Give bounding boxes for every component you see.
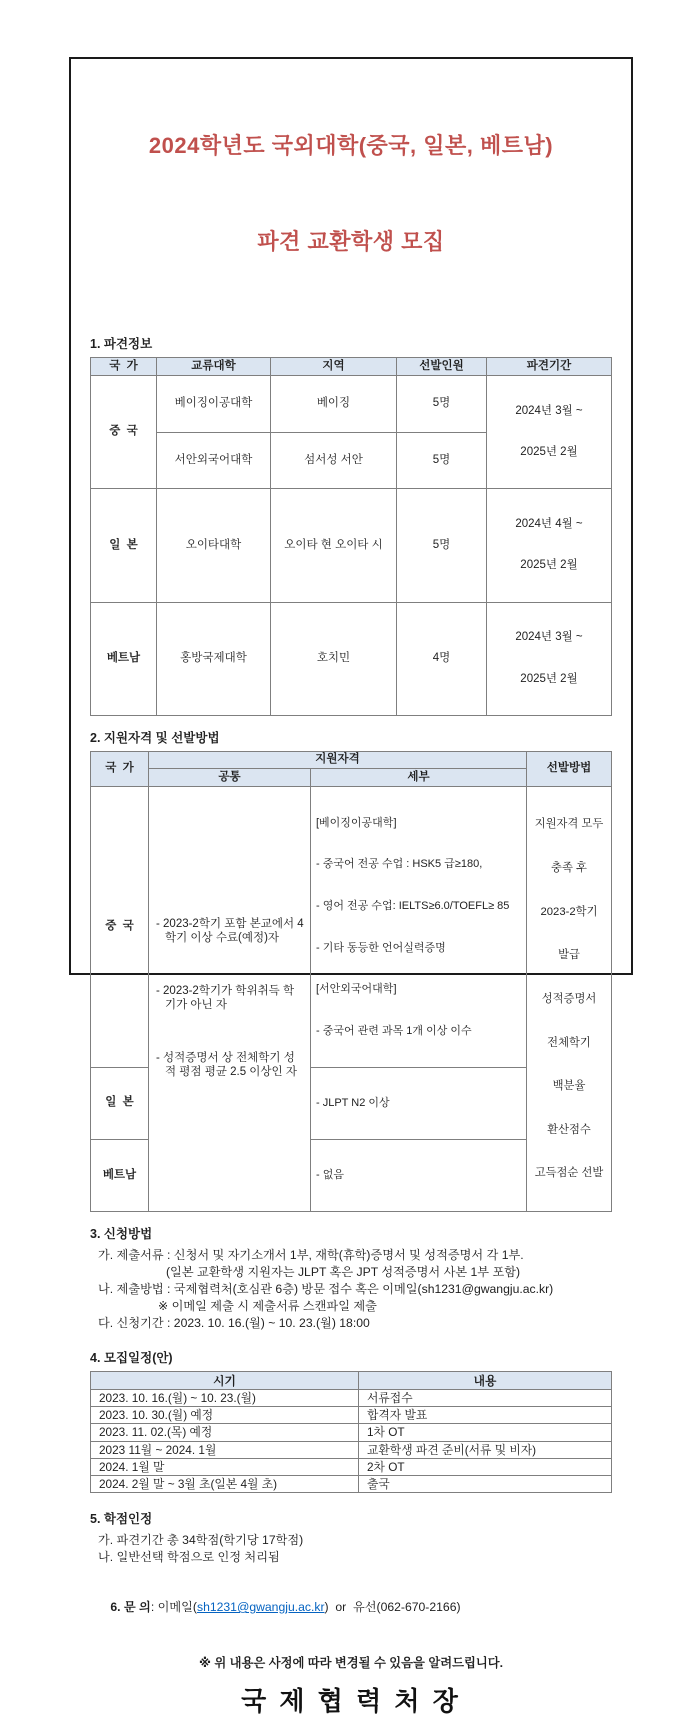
col-university: 교류대학 — [157, 358, 271, 376]
region-hongbang: 호치민 — [271, 602, 397, 715]
table-row — [91, 1407, 612, 1424]
period-line: 2025년 2월 — [520, 559, 578, 572]
change-notice: ※ 위 내용은 사정에 따라 변경될 수 있음을 알려드립니다. — [198, 1656, 504, 1671]
table-row — [91, 376, 612, 433]
period-line: 2025년 2월 — [520, 445, 578, 458]
univ-xian: 서안외국어대학 — [157, 432, 271, 489]
signature-title: 국 제 협 력 처 장 — [241, 1686, 461, 1717]
period-line: 2025년 2월 — [520, 672, 578, 685]
dispatch-info-table — [90, 357, 612, 716]
contact-email-link[interactable]: sh1231@gwangju.ac.kr — [196, 1600, 325, 1615]
schedule-table — [90, 1371, 612, 1493]
table-row — [91, 489, 612, 602]
table-row — [91, 786, 612, 1067]
contact-label: 6. 문 의 — [110, 1600, 151, 1615]
region-oita: 오이타 현 오이타 시 — [271, 489, 397, 602]
schedule-content: 합격자 발표 — [359, 1407, 612, 1424]
col-detail: 세부 — [311, 768, 527, 786]
schedule-time: 2023. 11. 02.(목) 예정 — [91, 1424, 359, 1441]
country-japan: 일 본 — [91, 1067, 149, 1139]
schedule-time: 2024. 2월 말 ~ 3월 초(일본 4월 초) — [91, 1475, 359, 1492]
univ-beijing: 베이징이공대학 — [157, 376, 271, 433]
method-line: 지원자격 모두 — [534, 818, 604, 831]
submission-docs-line: 가. 제출서류 : 신청서 및 자기소개서 1부, 재학(휴학)증명서 및 성적증명서 각 1부. — [98, 1248, 524, 1263]
detail-line: [베이징이공대학] — [316, 816, 397, 829]
period-line: 2024년 3월 ~ — [515, 631, 583, 644]
table-row — [91, 1475, 612, 1492]
schedule-time: 2023. 10. 30.(월) 예정 — [91, 1407, 359, 1424]
contact-pre: : 이메일( — [150, 1600, 197, 1615]
period-china — [487, 376, 612, 489]
detail-line: [서안외국어대학] — [316, 983, 397, 996]
title-line-2: 파견 교환학생 모집 — [257, 229, 445, 254]
table-row — [91, 1458, 612, 1475]
method-line: 충족 후 — [551, 862, 587, 875]
table-header-row — [91, 1372, 612, 1390]
country-japan: 일 본 — [91, 489, 157, 602]
selection-method-cell — [527, 786, 612, 1211]
schedule-time: 2023. 10. 16.(월) ~ 10. 23.(월) — [91, 1390, 359, 1407]
section3-heading: 3. 신청방법 — [90, 1227, 153, 1242]
table-header-row — [91, 358, 612, 376]
method-line: 2023-2학기 — [540, 905, 598, 918]
table-row — [91, 1390, 612, 1407]
qualification-table — [90, 751, 612, 1212]
document-page-frame — [69, 57, 633, 1717]
section2-heading: 2. 지원자격 및 선발방법 — [90, 731, 220, 746]
section5-heading: 5. 학점인정 — [90, 1512, 153, 1527]
period-line: 2024년 4월 ~ — [515, 517, 583, 530]
credit-line-a: 가. 파견기간 총 34학점(학기당 17학점) — [98, 1533, 304, 1548]
submission-method-note: ※ 이메일 제출 시 제출서류 스캔파일 제출 — [158, 1299, 377, 1314]
schedule-time: 2023 11월 ~ 2024. 1월 — [91, 1441, 359, 1458]
col-country: 국 가 — [91, 358, 157, 376]
method-line: 성적증명서 — [541, 992, 597, 1005]
count-hongbang: 4명 — [397, 602, 487, 715]
col-period: 파견기간 — [487, 358, 612, 376]
method-line: 고득점순 선발 — [534, 1167, 604, 1180]
method-line: 백분율 — [552, 1080, 586, 1093]
title-line-1: 2024학년도 국외대학(중국, 일본, 베트남) — [148, 133, 554, 158]
common-item: - 2023-2학기가 학위취득 학기가 아닌 자 — [156, 985, 295, 1011]
table-row — [91, 1441, 612, 1458]
schedule-content: 2차 OT — [359, 1458, 612, 1475]
credit-line-b: 나. 일반선택 학점으로 인정 처리됨 — [98, 1550, 280, 1565]
period-vietnam — [487, 602, 612, 715]
document-content — [71, 59, 631, 1718]
col-qualification: 지원자격 — [149, 752, 527, 769]
section4-heading: 4. 모집일정(안) — [90, 1351, 173, 1366]
count-beijing: 5명 — [397, 376, 487, 433]
common-qualifications-cell — [149, 786, 311, 1211]
detail-line: - 없음 — [316, 1169, 344, 1182]
col-time: 시기 — [91, 1372, 359, 1390]
country-vietnam: 베트남 — [91, 1139, 149, 1211]
detail-vietnam-cell — [311, 1139, 527, 1211]
country-china: 중 국 — [91, 786, 149, 1067]
country-vietnam: 베트남 — [91, 602, 157, 715]
submission-docs-note: (일본 교환학생 지원자는 JLPT 혹은 JPT 성적증명서 사본 1부 포함) — [166, 1265, 521, 1280]
detail-line: - 중국어 관련 과목 1개 이상 이수 — [316, 1024, 472, 1037]
period-line: 2024년 3월 ~ — [515, 404, 583, 417]
table-row — [91, 602, 612, 715]
contact-line — [90, 1584, 612, 1629]
common-item: - 2023-2학기 포함 본교에서 4학기 이상 수료(예정)자 — [156, 918, 304, 944]
common-item: - 성적증명서 상 전체학기 성적 평점 평균 2.5 이상인 자 — [156, 1052, 297, 1079]
col-content: 내용 — [359, 1372, 612, 1390]
schedule-content: 서류접수 — [359, 1390, 612, 1407]
col-count: 선발인원 — [397, 358, 487, 376]
univ-oita: 오이타대학 — [157, 489, 271, 602]
schedule-content: 1차 OT — [359, 1424, 612, 1441]
contact-post: ) or 유선(062-670-2166) — [324, 1600, 461, 1615]
method-line: 발급 — [558, 949, 580, 962]
detail-line: - 영어 전공 수업: IELTS≥6.0/TOEFL≥ 85 — [316, 899, 510, 912]
col-country: 국 가 — [91, 752, 149, 787]
region-beijing: 베이징 — [271, 376, 397, 433]
schedule-content: 출국 — [359, 1475, 612, 1492]
section1-heading: 1. 파견정보 — [90, 337, 153, 351]
detail-japan-cell — [311, 1067, 527, 1139]
detail-line: - 중국어 전공 수업 : HSK5 급≥180, — [316, 858, 483, 871]
detail-line: - 기타 동등한 언어실력증명 — [316, 941, 446, 954]
application-period-line: 다. 신청기간 : 2023. 10. 16.(월) ~ 10. 23.(월) 18:00 — [98, 1316, 370, 1331]
count-oita: 5명 — [397, 489, 487, 602]
detail-line: - JLPT N2 이상 — [316, 1097, 390, 1110]
region-xian: 섬서성 서안 — [271, 432, 397, 489]
country-china: 중 국 — [91, 376, 157, 489]
method-line: 전체학기 — [547, 1036, 591, 1049]
col-region: 지역 — [271, 358, 397, 376]
detail-china-cell — [311, 786, 527, 1067]
submission-method-line: 나. 제출방법 : 국제협력처(호심관 6층) 방문 접수 혹은 이메일(sh1231@gwangju.ac.kr) — [98, 1282, 554, 1297]
table-header-row — [91, 752, 612, 769]
col-method: 선발방법 — [527, 752, 612, 787]
table-row — [91, 1424, 612, 1441]
document-title — [90, 66, 612, 322]
univ-hongbang: 홍방국제대학 — [157, 602, 271, 715]
col-common: 공통 — [149, 768, 311, 786]
schedule-content: 교환학생 파견 준비(서류 및 비자) — [359, 1441, 612, 1458]
period-japan — [487, 489, 612, 602]
count-xian: 5명 — [397, 432, 487, 489]
schedule-time: 2024. 1월 말 — [91, 1458, 359, 1475]
method-line: 환산점수 — [547, 1123, 591, 1136]
